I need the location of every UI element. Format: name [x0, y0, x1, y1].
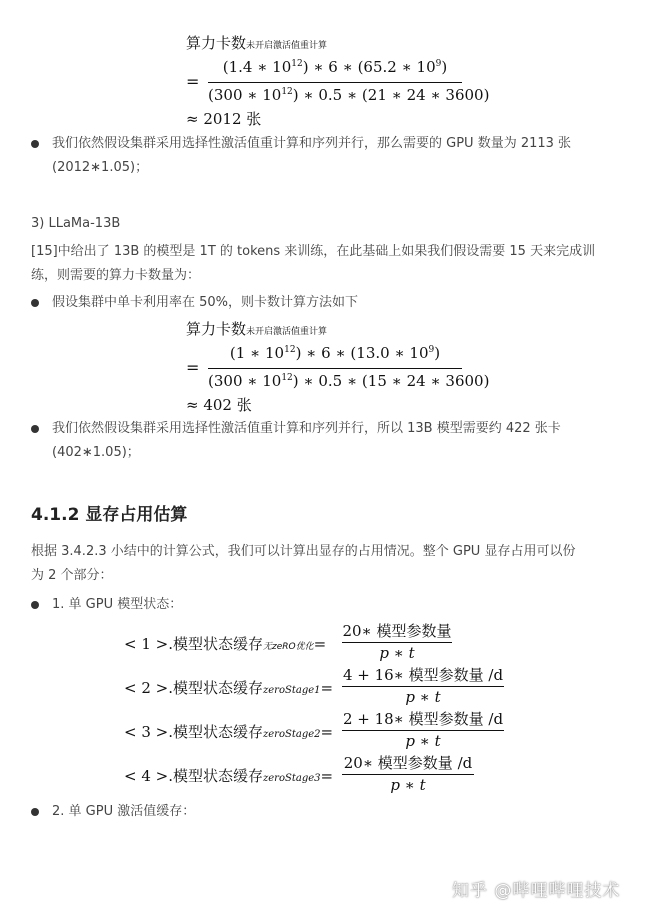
model-state-row: < 3 >.模型状态缓存zeroStage2= 2 + 18∗ 模型参数量 /d p ∗ t [124, 710, 504, 750]
bullet-5-text: 2. 单 GPU 激活值缓存： [52, 804, 196, 819]
formula-a-lhs: 算力卡数未开启激活值重计算 [186, 34, 328, 52]
formula-a-denominator: (300 ∗ $10^{12}$) ∗ 0.5 ∗ (21 ∗ 24 ∗ 3600) [208, 86, 490, 104]
formula-b-result: ≈ 402 张 [186, 396, 252, 414]
formula-a-equals: = [186, 72, 200, 91]
model-state-fraction: 2 + 18∗ 模型参数量 /d p ∗ t [342, 710, 504, 750]
model-state-formulas [124, 620, 524, 800]
model-state-fraction: 20∗ 模型参数量 /d p ∗ t [343, 754, 473, 794]
formula-b-lhs: 算力卡数未开启激活值重计算 [186, 320, 328, 338]
formula-b-bar [208, 368, 462, 369]
model-state-row: < 1 >.模型状态缓存无zeRO优化= 20∗ 模型参数量 p ∗ t [124, 622, 452, 662]
model-state-row: < 4 >.模型状态缓存zeroStage3= 20∗ 模型参数量 /d p ∗ t [124, 754, 473, 794]
section-heading: 4.1.2 显存占用估算 [31, 505, 188, 525]
formula-b-fraction [208, 344, 490, 396]
watermark: 知乎 @哔哩哔哩技术 [452, 881, 621, 901]
section-llama-13b-title: 3) LLaMa-13B [31, 216, 121, 231]
bullet-4-text: 1. 单 GPU 模型状态： [52, 597, 183, 612]
bullet-dot [31, 299, 39, 307]
bullet-1-text: 我们依然假设集群采用选择性激活值重计算和序列并行，那么需要的 GPU 数量为 2113 张 (2012∗1.05)； [52, 136, 572, 175]
memory-paragraph: 根据 3.4.2.3 小结中的计算公式，我们可以计算出显存的占用情况。整个 GPU 显存占用可以份 为 2 个部分： [31, 544, 576, 583]
formula-a-fraction [208, 58, 490, 110]
formula-b-denominator: (300 ∗ $10^{12}$) ∗ 0.5 ∗ (15 ∗ 24 ∗ 3600) [208, 372, 490, 390]
bullet-3-text: 我们依然假设集群采用选择性激活值重计算和序列并行，所以 13B 模型需要约 422 张卡 (402∗1.05)； [52, 421, 561, 460]
section-llama-13b-paragraph: [15]中给出了 13B 的模型是 1T 的 tokens 来训练，在此基础上如果我们假设需要 15 天来完成训 练，则需要的算力卡数量为： [31, 244, 596, 283]
formula-a-result: ≈ 2012 张 [186, 110, 262, 128]
bullet-2-text: 假设集群中单卡利用率在 50%，则卡数计算方法如下 [52, 295, 359, 310]
model-state-row: < 2 >.模型状态缓存zeroStage1= 4 + 16∗ 模型参数量 /d p ∗ t [124, 666, 504, 706]
formula-a-numerator: (1.4 ∗ $10^{12}$) ∗ 6 ∗ (65.2 ∗ $10^9$) [222, 58, 448, 76]
formula-b [186, 318, 490, 418]
bullet-dot [31, 425, 39, 433]
model-state-fraction: 4 + 16∗ 模型参数量 /d p ∗ t [342, 666, 504, 706]
formula-b-equals: = [186, 358, 200, 377]
model-state-fraction: 20∗ 模型参数量 p ∗ t [342, 622, 452, 662]
formula-a-bar [208, 82, 462, 83]
bullet-dot [31, 601, 39, 609]
bullet-dot [31, 140, 39, 148]
formula-a [186, 32, 490, 132]
formula-b-numerator: (1 ∗ $10^{12}$) ∗ 6 ∗ (13.0 ∗ $10^9$) [229, 344, 441, 362]
bullet-dot [31, 808, 39, 816]
